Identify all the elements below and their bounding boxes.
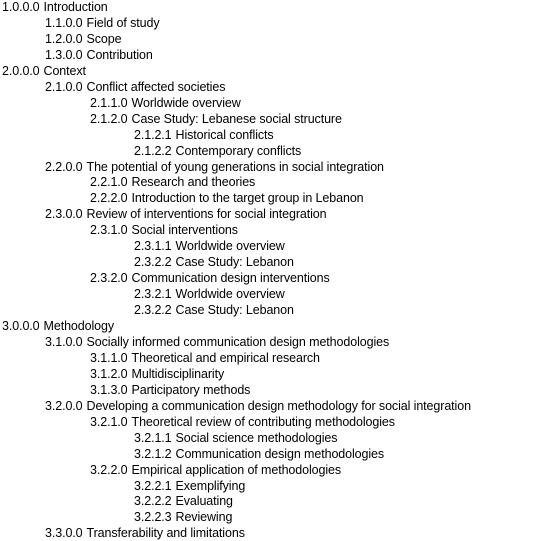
section-title: Theoretical review of contributing methodologies — [131, 414, 395, 429]
section-number: 3.2.2.2 — [134, 494, 172, 509]
section-title: Evaluating — [175, 494, 233, 509]
toc-entry-level-1 — [45, 47, 153, 63]
section-number: 3.1.0.0 — [45, 334, 83, 349]
toc-entry-level-0 — [2, 0, 108, 15]
toc-entry-level-3 — [134, 493, 233, 509]
toc-entry-level-1 — [45, 31, 121, 47]
section-title: Introduction to the target group in Lebanon — [131, 191, 364, 206]
toc-entry-level-1 — [45, 398, 471, 414]
section-title: Multidisciplinarity — [131, 366, 225, 381]
section-number: 2.2.0.0 — [45, 159, 83, 174]
section-title: Case Study: Lebanon — [175, 303, 294, 318]
section-title: Exemplifying — [175, 478, 246, 493]
section-title: Conflict affected societies — [86, 79, 226, 94]
section-number: 3.2.2.3 — [134, 510, 172, 525]
section-number: 1.3.0.0 — [45, 47, 83, 62]
section-number: 3.1.1.0 — [90, 350, 128, 365]
section-number: 3.2.1.1 — [134, 430, 172, 445]
section-title: Communication design interventions — [131, 271, 330, 286]
section-title: Worldwide overview — [175, 287, 285, 302]
section-number: 3.2.1.0 — [90, 414, 128, 429]
toc-entry-level-1 — [45, 15, 159, 31]
toc-entry-level-1 — [45, 334, 389, 350]
section-number: 2.2.1.0 — [90, 175, 128, 190]
toc-entry-level-2 — [90, 95, 241, 111]
section-number: 2.3.1.0 — [90, 223, 128, 238]
toc-entry-level-2 — [90, 222, 238, 238]
toc-entry-level-1 — [45, 79, 225, 95]
toc-entry-level-1 — [45, 206, 327, 222]
section-number: 3.2.0.0 — [45, 398, 83, 413]
section-number: 2.3.2.0 — [90, 271, 128, 286]
toc-entry-level-3 — [134, 127, 274, 143]
section-number: 1.0.0.0 — [2, 0, 40, 14]
section-title: Theoretical and empirical research — [131, 350, 320, 365]
toc-entry-level-1 — [45, 159, 384, 175]
toc-entry-level-0 — [2, 318, 114, 334]
toc-entry-level-2 — [90, 270, 330, 286]
section-number: 2.0.0.0 — [2, 63, 40, 78]
section-title: Review of interventions for social integration — [86, 207, 327, 222]
section-number: 2.3.0.0 — [45, 207, 83, 222]
section-number: 1.1.0.0 — [45, 15, 83, 30]
section-number: 2.1.2.0 — [90, 111, 128, 126]
section-title: Case Study: Lebanon — [175, 255, 294, 270]
toc-entry-level-3 — [134, 286, 285, 302]
section-number: 2.1.1.0 — [90, 95, 128, 110]
toc-entry-level-3 — [134, 509, 232, 525]
section-title: Developing a communication design methodology for social integration — [86, 398, 471, 413]
section-number: 3.3.0.0 — [45, 526, 83, 541]
section-number: 2.1.2.1 — [134, 127, 172, 142]
section-title: Worldwide overview — [131, 95, 241, 110]
section-number: 3.0.0.0 — [2, 319, 40, 333]
section-number: 3.2.1.2 — [134, 446, 172, 461]
section-number: 3.2.2.1 — [134, 478, 172, 493]
toc-entry-level-0 — [2, 63, 86, 79]
toc-entry-level-2 — [90, 366, 224, 382]
section-title: Reviewing — [175, 510, 233, 525]
toc-entry-level-2 — [90, 174, 255, 190]
section-number: 1.2.0.0 — [45, 31, 83, 46]
toc-entry-level-2 — [90, 111, 342, 127]
toc-entry-level-3 — [134, 430, 337, 446]
section-number: 2.1.0.0 — [45, 79, 83, 94]
section-title: Contemporary conflicts — [175, 143, 302, 158]
toc-entry-level-2 — [90, 462, 341, 478]
section-number: 3.1.3.0 — [90, 382, 128, 397]
section-title: Participatory methods — [131, 382, 251, 397]
section-title: Socially informed communication design methodologies — [86, 334, 390, 349]
section-title: Historical conflicts — [175, 127, 274, 142]
section-title: Worldwide overview — [175, 239, 285, 254]
section-title: Field of study — [86, 15, 160, 30]
section-number: 2.3.2.1 — [134, 287, 172, 302]
section-title: Introduction — [43, 0, 108, 14]
section-number: 3.2.2.0 — [90, 462, 128, 477]
section-number: 2.2.2.0 — [90, 191, 128, 206]
section-number: 3.1.2.0 — [90, 366, 128, 381]
toc-entry-level-3 — [134, 143, 301, 159]
toc-entry-level-3 — [134, 478, 245, 494]
section-title: Context — [43, 63, 86, 78]
section-title: Empirical application of methodologies — [131, 462, 342, 477]
section-number: 2.3.1.1 — [134, 239, 172, 254]
toc-entry-level-2 — [90, 414, 395, 430]
section-number: 2.1.2.2 — [134, 143, 172, 158]
section-title: Case Study: Lebanese social structure — [131, 111, 342, 126]
toc-entry-level-2 — [90, 382, 250, 398]
toc-entry-level-2 — [90, 190, 364, 206]
toc-entry-level-3 — [134, 238, 285, 254]
section-number: 2.3.2.2 — [134, 303, 172, 318]
toc-entry-level-1 — [45, 525, 245, 541]
section-number: 2.3.2.2 — [134, 255, 172, 270]
toc-entry-level-2 — [90, 350, 320, 366]
section-title: Communication design methodologies — [175, 446, 385, 461]
section-title: Contribution — [86, 47, 153, 62]
section-title: Research and theories — [131, 175, 256, 190]
toc-entry-level-3 — [134, 254, 294, 270]
section-title: Transferability and limitations — [86, 526, 245, 541]
section-title: The potential of young generations in social integration — [86, 159, 384, 174]
section-title: Methodology — [43, 319, 115, 333]
toc-entry-level-3 — [134, 302, 294, 318]
toc-entry-level-3 — [134, 446, 384, 462]
section-title: Social interventions — [131, 223, 238, 238]
section-title: Scope — [86, 31, 122, 46]
section-title: Social science methodologies — [175, 430, 338, 445]
